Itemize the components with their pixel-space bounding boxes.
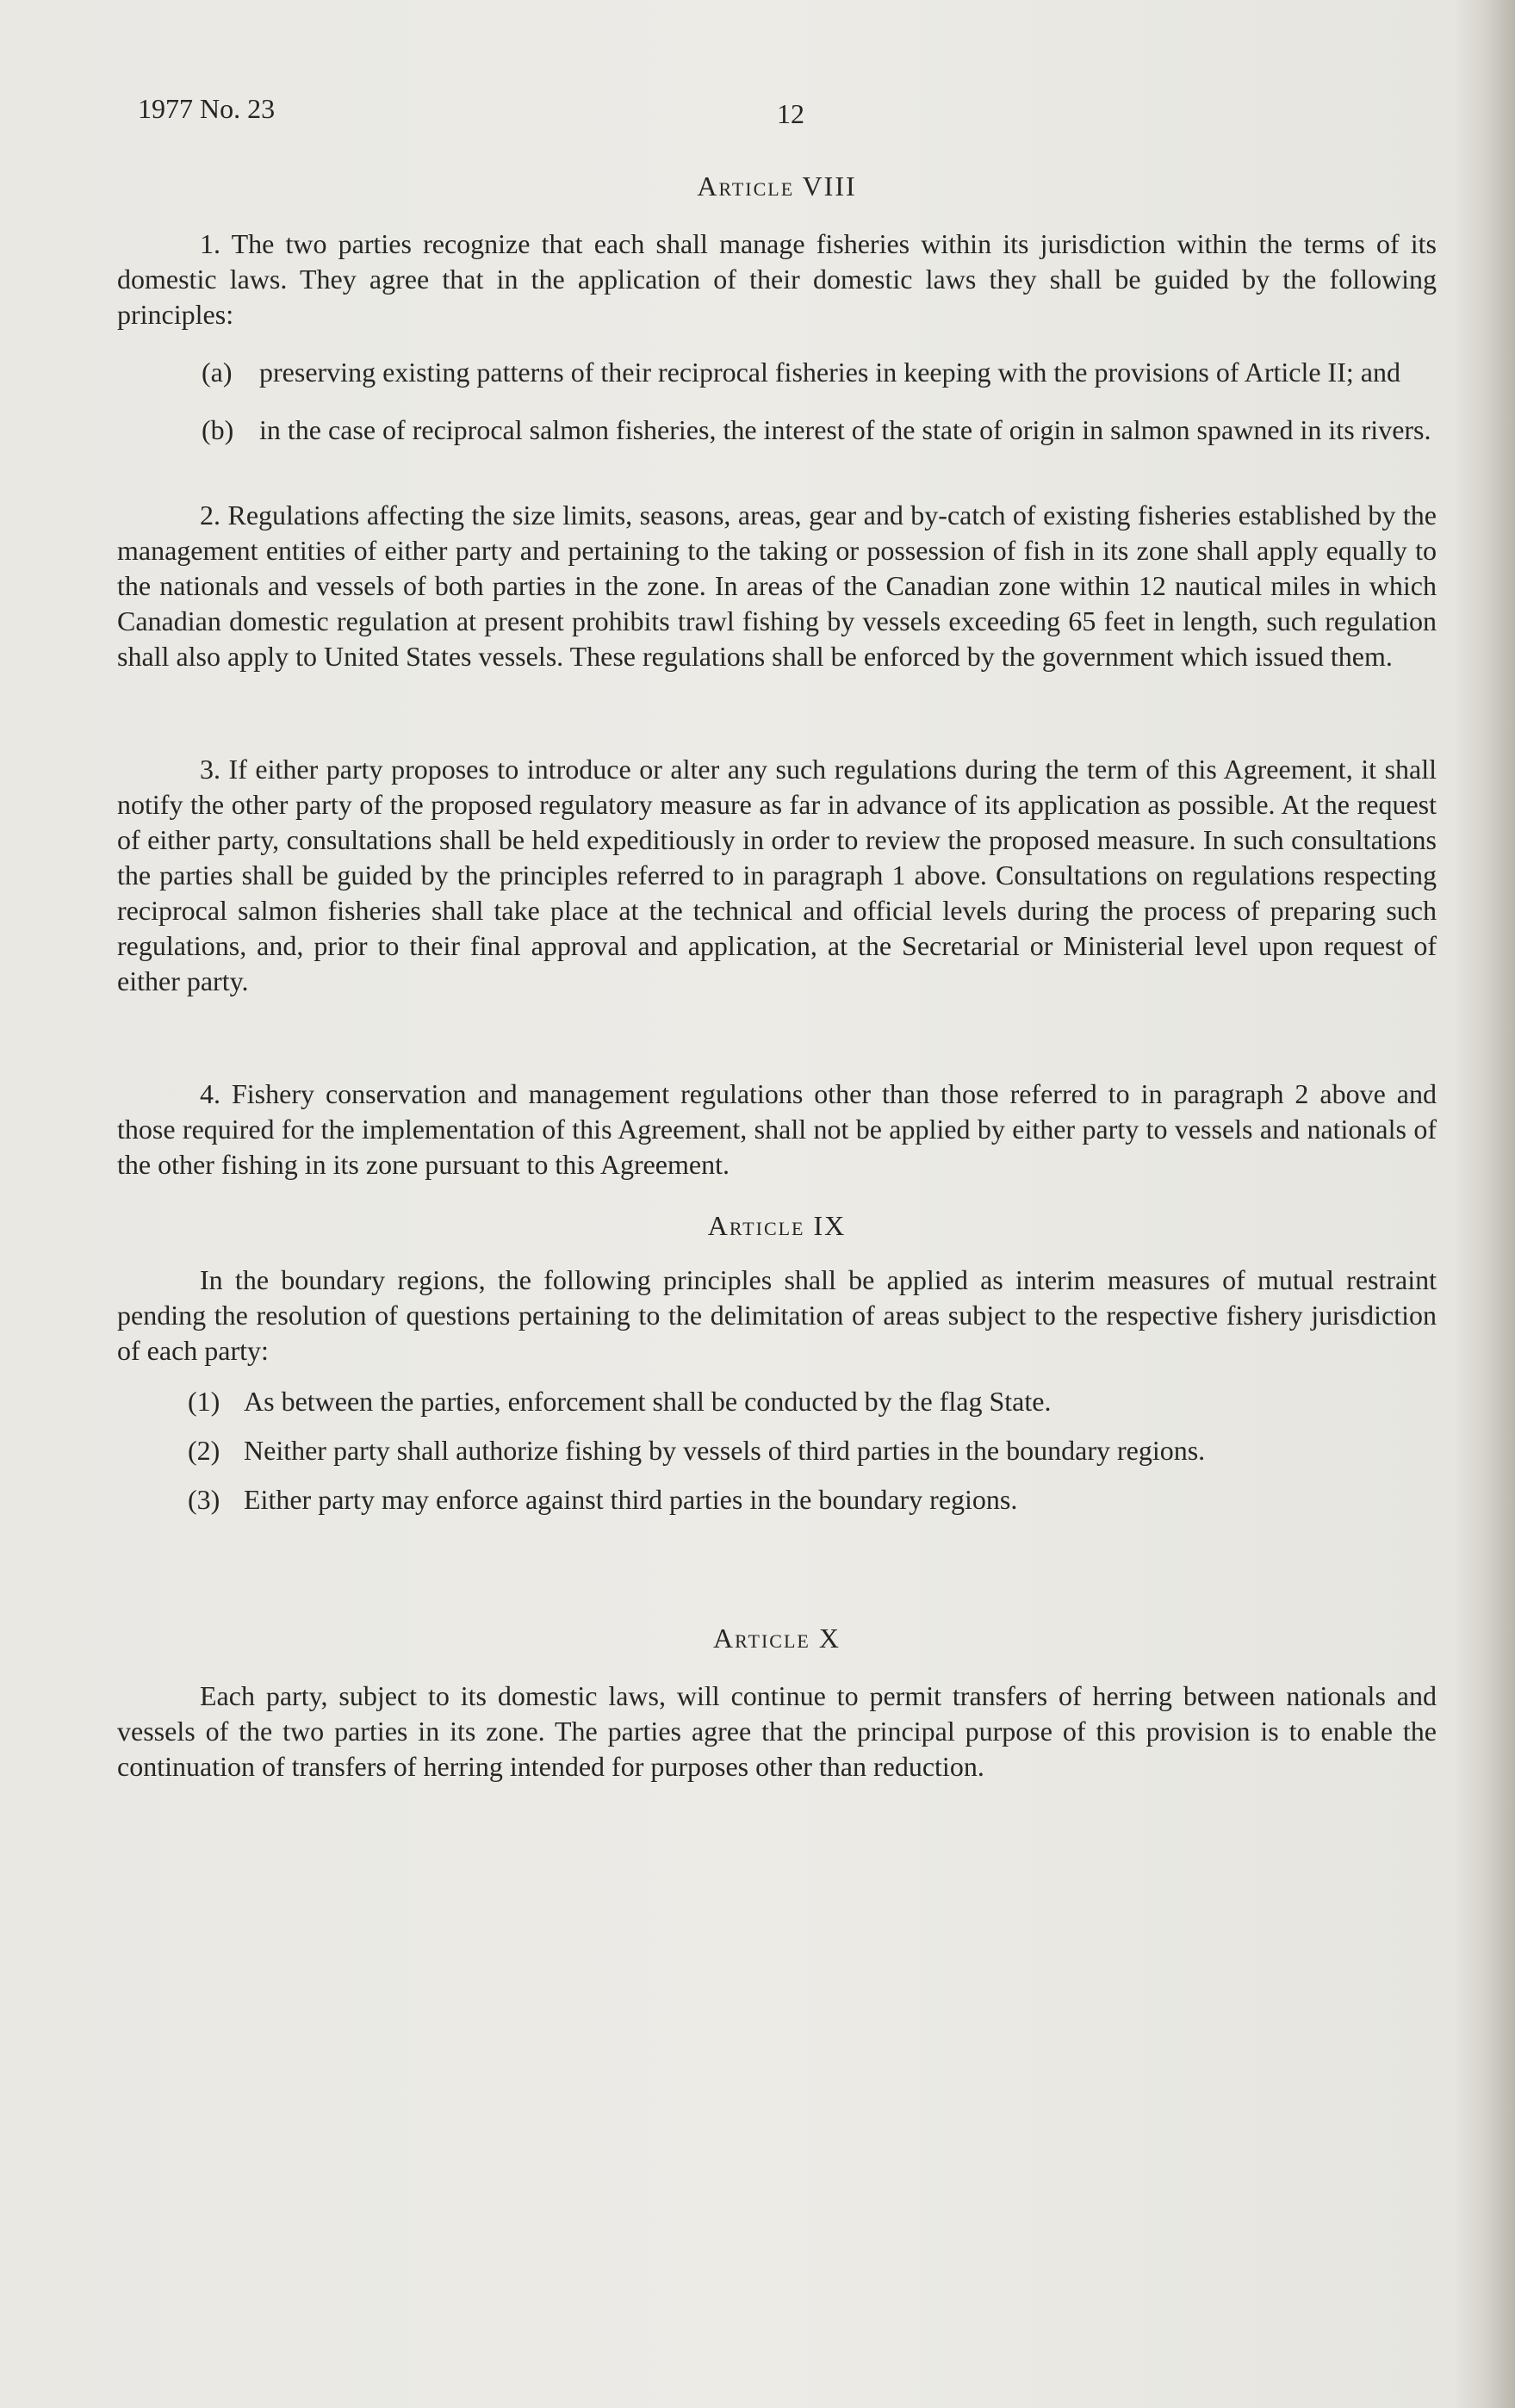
item-1-label: (1) (188, 1386, 220, 1417)
article-viii-paragraph-4: 4. Fishery conservation and management regulations other than those referred to in paragraph 2 above and those required for the implementation of this Agreement, shall not be applied by either party to vessels and nationals of the other fishing in its zone pursuant to this Agreement. (117, 1078, 1437, 1180)
article-ix-item-3 (117, 1482, 1437, 1517)
article-viii-paragraph-3: 3. If either party proposes to introduce or alter any such regulations during the term of this Agreement, it shall notify the other party of the proposed regulatory measure as far in advance of its application as possible. At the request of either party, consultations shall be held expeditiously in order to review the proposed measure. In such consultations the parties shall be guided by the principles referred to in paragraph 1 above. Consultations on regulations respecting reciprocal salmon fisheries shall take place at the technical and official levels during the process of preparing such regulations, and, prior to their final approval and application, at the Secretarial or Ministerial level upon request of either party. (117, 754, 1437, 996)
article-viii-item-a (117, 355, 1437, 390)
article-viii-heading: Article VIII (697, 171, 857, 202)
item-b-text: in the case of reciprocal salmon fisheries, the interest of the state of origin in salmon spawned in its rivers. (259, 414, 1431, 445)
article-ix-item-2 (117, 1433, 1437, 1468)
page-number: 12 (777, 98, 804, 129)
article-viii-item-b (117, 413, 1437, 448)
item-2-text: Neither party shall authorize fishing by vessels of third parties in the boundary regions. (244, 1435, 1206, 1466)
item-3-label: (3) (188, 1484, 220, 1515)
item-b-label: (b) (202, 414, 234, 445)
item-a-text: preserving existing patterns of their reciprocal fisheries in keeping with the provisions of Article II; and (259, 357, 1400, 388)
document-body (117, 169, 1437, 1784)
item-1-text: As between the parties, enforcement shall be conducted by the flag State. (244, 1386, 1052, 1417)
article-ix-intro: In the boundary regions, the following principles shall be applied as interim measures of mutual restraint pending the resolution of questions pertaining to the delimitation of areas subject to the respective fishery jurisdiction of each party: (117, 1264, 1437, 1366)
article-x-heading: Article X (713, 1623, 841, 1654)
item-2-label: (2) (188, 1435, 220, 1466)
article-ix-heading: Article IX (707, 1210, 847, 1241)
article-x-paragraph: Each party, subject to its domestic laws, will continue to permit transfers of herring between nationals and vessels of the two parties in its zone. The parties agree that the principal purpose of this provision is to enable the continuation of transfers of herring intended for purposes other than reduction. (117, 1680, 1437, 1782)
item-a-label: (a) (202, 357, 233, 388)
article-ix-item-1 (117, 1384, 1437, 1419)
article-viii-paragraph-1: 1. The two parties recognize that each shall manage fisheries within its jurisdiction within the terms of its domestic laws. They agree that in the application of their domestic laws they shall be guided by the following principles: (117, 228, 1437, 330)
document-identifier: 1977 No. 23 (138, 93, 276, 124)
item-3-text: Either party may enforce against third parties in the boundary regions. (244, 1484, 1018, 1515)
article-viii-paragraph-2: 2. Regulations affecting the size limits, seasons, areas, gear and by-catch of existing fisheries established by the management entities of either party and pertaining to the taking or possession of fish in its zone shall apply equally to the nationals and vessels of both parties in the zone. In areas of the Canadian zone within 12 nautical miles in which Canadian domestic regulation at present prohibits trawl fishing by vessels exceeding 65 feet in length, such regulation shall also apply to United States vessels. These regulations shall be enforced by the government which issued them. (117, 500, 1437, 672)
